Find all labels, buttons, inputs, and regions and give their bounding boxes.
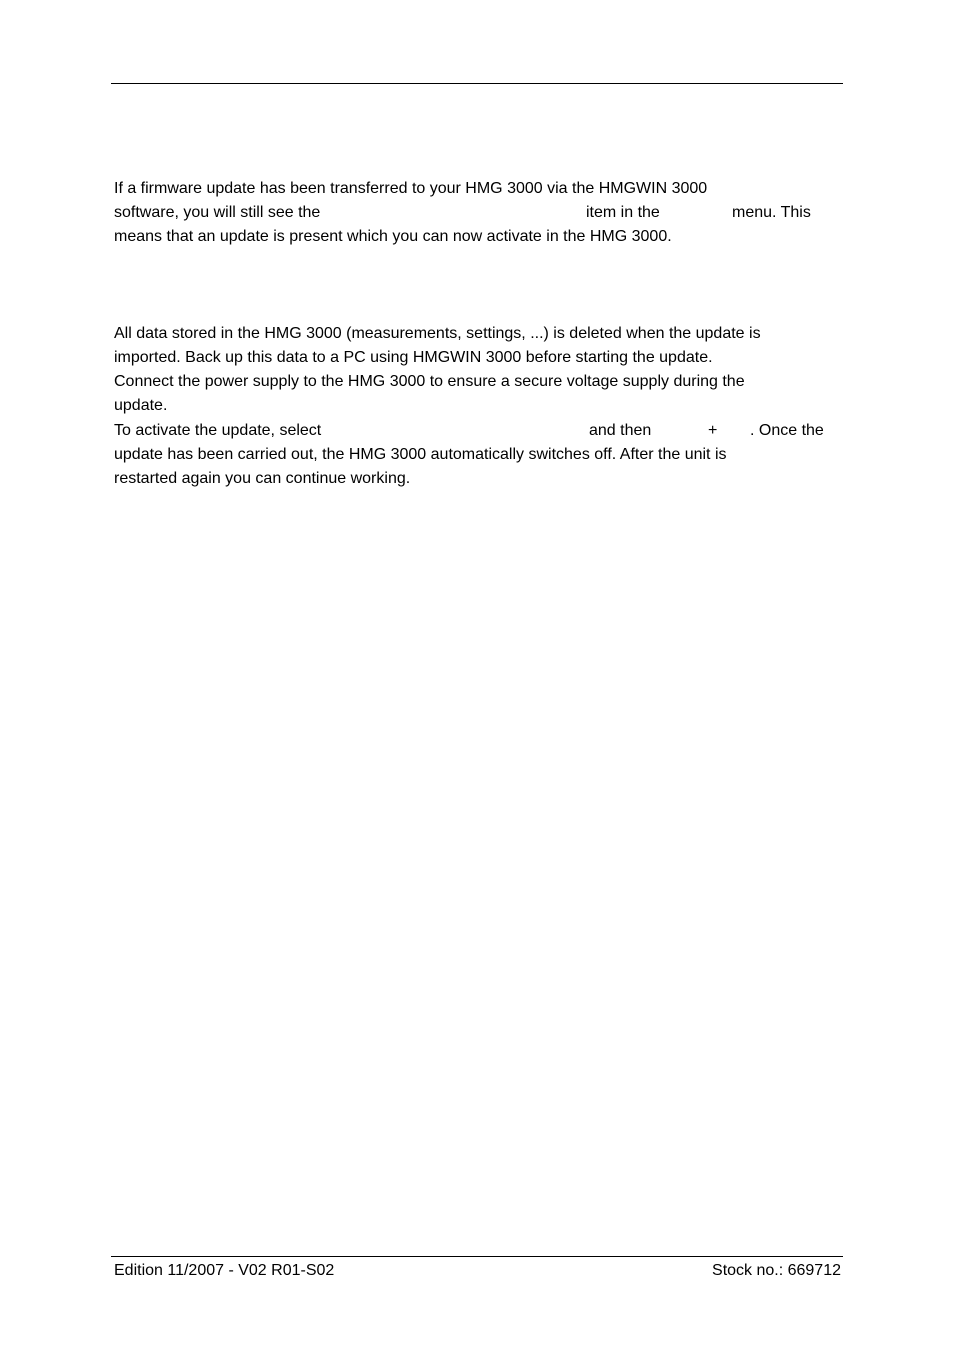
paragraph1-line2-middle: item in the [586, 204, 660, 221]
header-rule [111, 83, 843, 84]
footer-stock-number: Stock no.: 669712 [712, 1262, 841, 1279]
paragraph1-line2-start: software, you will still see the [114, 204, 321, 221]
paragraph2-line4: update. [114, 397, 168, 414]
paragraph2-line5-end: . Once the [750, 422, 824, 439]
paragraph2-line5-and-then: and then [589, 422, 652, 439]
paragraph2-line6: update has been carried out, the HMG 3000 automatically switches off. After the unit is [114, 446, 727, 463]
paragraph2-line1: All data stored in the HMG 3000 (measurements, settings, ...) is deleted when the update is [114, 325, 761, 342]
paragraph1-line1: If a firmware update has been transferred to your HMG 3000 via the HMGWIN 3000 [114, 180, 708, 197]
paragraph2-line5-start: To activate the update, select [114, 422, 322, 439]
paragraph1-line3: means that an update is present which you can now activate in the HMG 3000. [114, 228, 672, 245]
paragraph1-line2-end: menu. This [732, 204, 811, 221]
paragraph2-line3: Connect the power supply to the HMG 3000 to ensure a secure voltage supply during the [114, 373, 745, 390]
footer-rule [111, 1256, 843, 1257]
paragraph2-line7: restarted again you can continue working. [114, 470, 411, 487]
paragraph2-line5-plus: + [708, 422, 718, 439]
paragraph2-line2: imported. Back up this data to a PC using HMGWIN 3000 before starting the update. [114, 349, 713, 366]
footer-edition: Edition 11/2007 - V02 R01-S02 [114, 1262, 335, 1279]
